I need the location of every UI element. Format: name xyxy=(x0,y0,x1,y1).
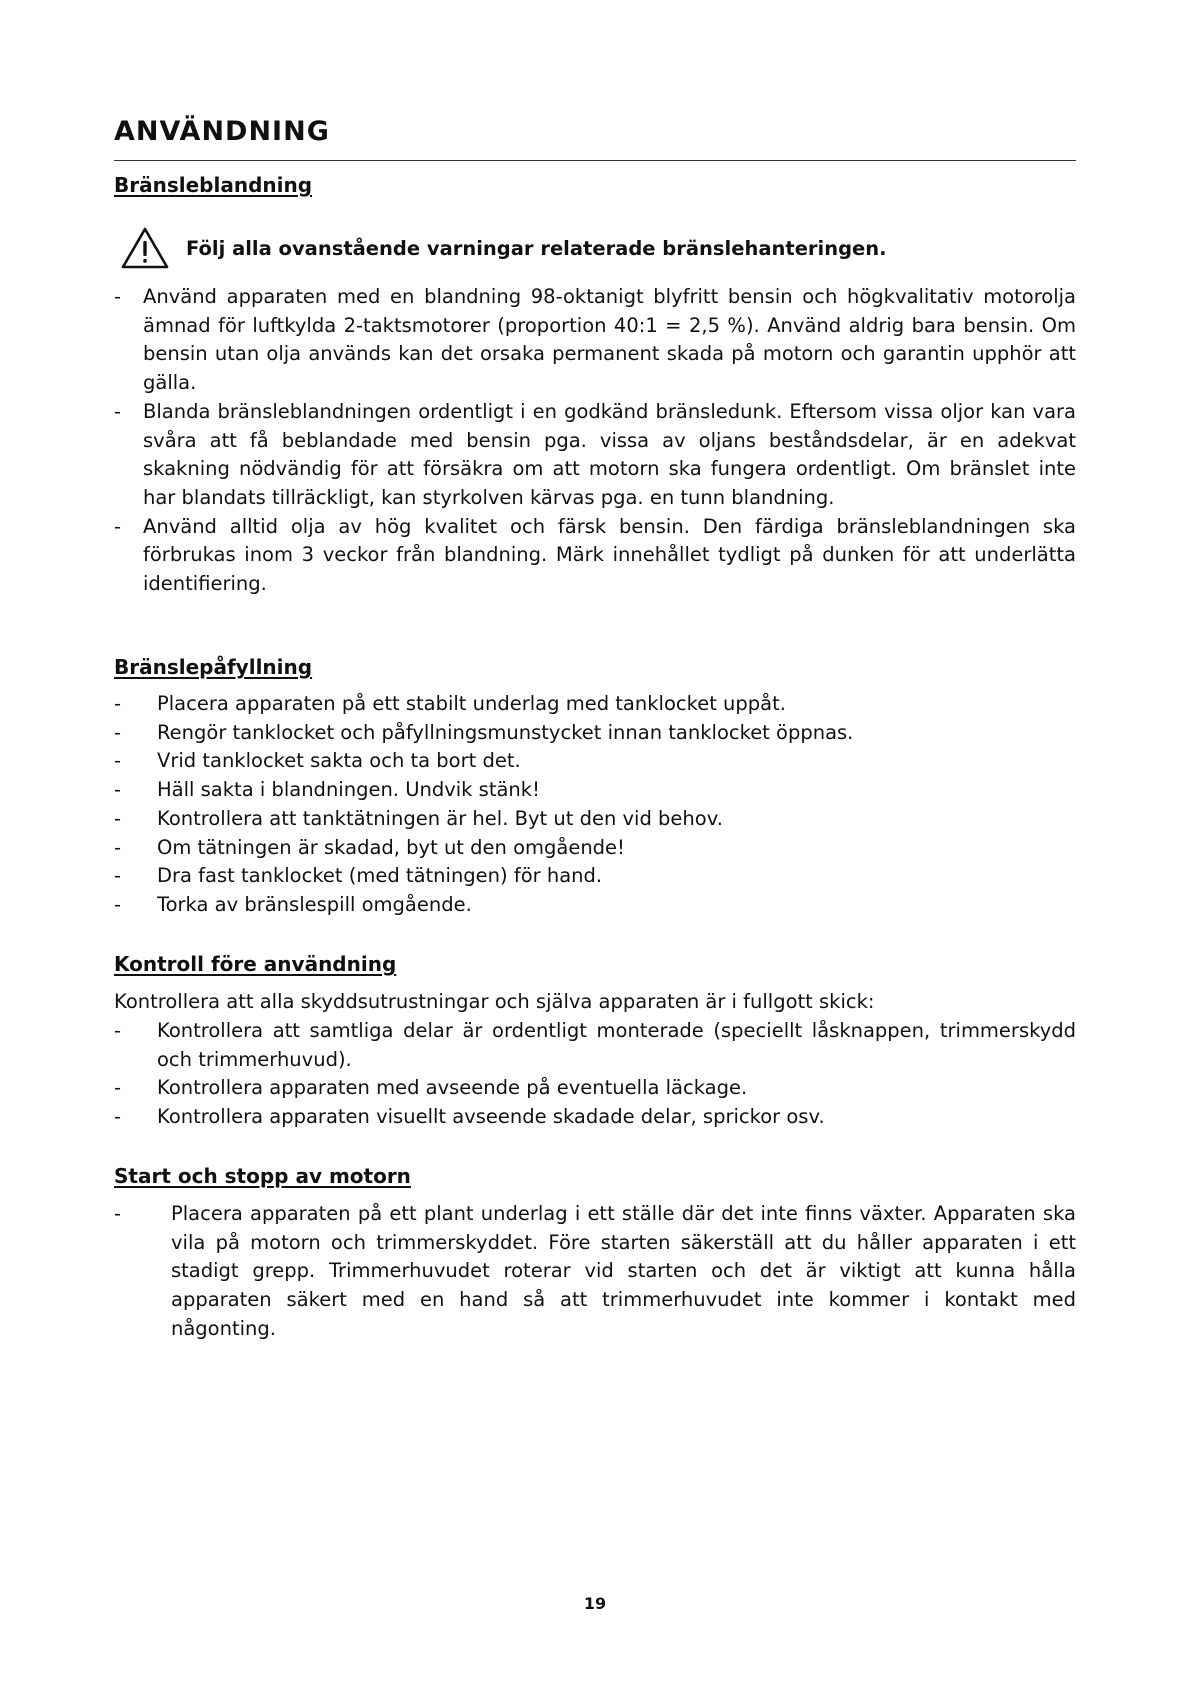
warning-text: Följ alla ovanstående varningar relaterade bränslehanteringen. xyxy=(186,236,887,260)
list-item-text: Använd alltid olja av hög kvalitet och färsk bensin. Den färdiga bränsleblandningen ska förbrukas inom 3 veckor från blandning. Märk innehållet tydligt på dunken för att underlätta identifiering. xyxy=(143,514,1076,596)
heading-start-stop: Start och stopp av motorn xyxy=(114,1164,411,1188)
bullet-dash: - xyxy=(114,1019,122,1042)
bullet-dash: - xyxy=(114,720,122,744)
list-item-text: Placera apparaten på ett stabilt underlag med tanklocket uppåt. xyxy=(157,692,786,715)
bullet-dash: - xyxy=(114,692,122,715)
pre-check-list xyxy=(114,1017,1076,1132)
list-item-text: Vrid tanklocket sakta och ta bort det. xyxy=(157,749,521,773)
list-item xyxy=(114,834,1076,863)
heading-pre-check: Kontroll före användning xyxy=(114,952,397,976)
list-item xyxy=(114,1200,1076,1344)
warning-box xyxy=(120,226,887,270)
heading-fuel-mix: Bränsleblandning xyxy=(114,173,313,197)
list-item xyxy=(114,690,1076,719)
list-item-text: Rengör tanklocket och påfyllningsmunstycket innan tanklocket öppnas. xyxy=(157,720,854,744)
list-item xyxy=(114,891,1076,920)
bullet-dash: - xyxy=(114,835,122,859)
list-item xyxy=(114,805,1076,834)
bullet-dash: - xyxy=(114,285,122,308)
bullet-dash: - xyxy=(114,399,122,423)
bullet-dash: - xyxy=(114,864,122,888)
bullet-dash: - xyxy=(114,1076,122,1100)
list-item-text: Om tätningen är skadad, byt ut den omgående! xyxy=(157,835,625,859)
page-number: 19 xyxy=(583,1594,607,1613)
list-item xyxy=(114,1074,1076,1103)
list-item-text: Placera apparaten på ett plant underlag i ett ställe där det inte finns växter. Apparaten ska vila på motorn och trimmerskyddet. Före starten säkerställ att du håller apparaten i ett stadigt grepp. Trimmerhuvudet roterar vid starten och det är viktigt att kunna hålla apparaten säkert med en hand så att trimmerhuvudet inte kommer i kontakt med någonting. xyxy=(171,1202,1076,1340)
refuel-list xyxy=(114,690,1076,920)
page-title: ANVÄNDNING xyxy=(114,116,330,147)
list-item-text: Häll sakta i blandningen. Undvik stänk! xyxy=(157,778,540,802)
bullet-dash: - xyxy=(114,749,122,773)
bullet-dash: - xyxy=(114,806,122,830)
list-item-text: Kontrollera apparaten visuellt avseende skadade delar, sprickor osv. xyxy=(157,1105,825,1129)
fuel-mix-list xyxy=(114,283,1076,599)
list-item-text: Kontrollera att tanktätningen är hel. Byt ut den vid behov. xyxy=(157,806,723,830)
start-stop-list xyxy=(114,1200,1076,1344)
list-item xyxy=(114,513,1076,599)
bullet-dash: - xyxy=(114,1105,122,1129)
list-item xyxy=(114,1017,1076,1074)
heading-refuel: Bränslepåfyllning xyxy=(114,655,313,679)
warning-icon xyxy=(120,226,170,270)
list-item-text: Kontrollera att samtliga delar är ordentligt monterade (speciellt låsknappen, trimmerskydd och trimmerhuvud). xyxy=(157,1019,1076,1071)
list-item-text: Dra fast tanklocket (med tätningen) för hand. xyxy=(157,864,603,888)
bullet-dash: - xyxy=(114,514,122,538)
list-item-text: Blanda bränsleblandningen ordentligt i en godkänd bränsledunk. Eftersom vissa oljor kan vara svåra att få beblandade med bensin pga. vissa av oljans beståndsdelar, är en adekvat skakning nödvändig för att försäkra om att motorn ska fungera ordentligt. Om bränslet inte har blandats tillräckligt, kan styrkolven kärvas pga. en tunn blandning. xyxy=(143,399,1076,509)
list-item xyxy=(114,862,1076,891)
list-item-text: Använd apparaten med en blandning 98-oktanigt blyfritt bensin och högkvalitativ motorolja ämnad för luftkylda 2-taktsmotorer (proportion 40:1 = 2,5 %). Använd aldrig bara bensin. Om bensin utan olja används kan det orsaka permanent skada på motorn och garantin upphör att gälla. xyxy=(143,285,1076,395)
list-item xyxy=(114,283,1076,398)
list-item-text: Torka av bränslespill omgående. xyxy=(157,892,472,916)
list-item xyxy=(114,747,1076,776)
list-item-text: Kontrollera apparaten med avseende på eventuella läckage. xyxy=(157,1076,748,1100)
list-item xyxy=(114,398,1076,513)
list-item xyxy=(114,719,1076,748)
bullet-dash: - xyxy=(114,1202,122,1225)
pre-check-intro: Kontrollera att alla skyddsutrustningar och själva apparaten är i fullgott skick: xyxy=(114,990,875,1013)
title-divider xyxy=(114,160,1076,161)
bullet-dash: - xyxy=(114,778,122,802)
list-item xyxy=(114,1103,1076,1132)
bullet-dash: - xyxy=(114,892,122,916)
list-item xyxy=(114,776,1076,805)
